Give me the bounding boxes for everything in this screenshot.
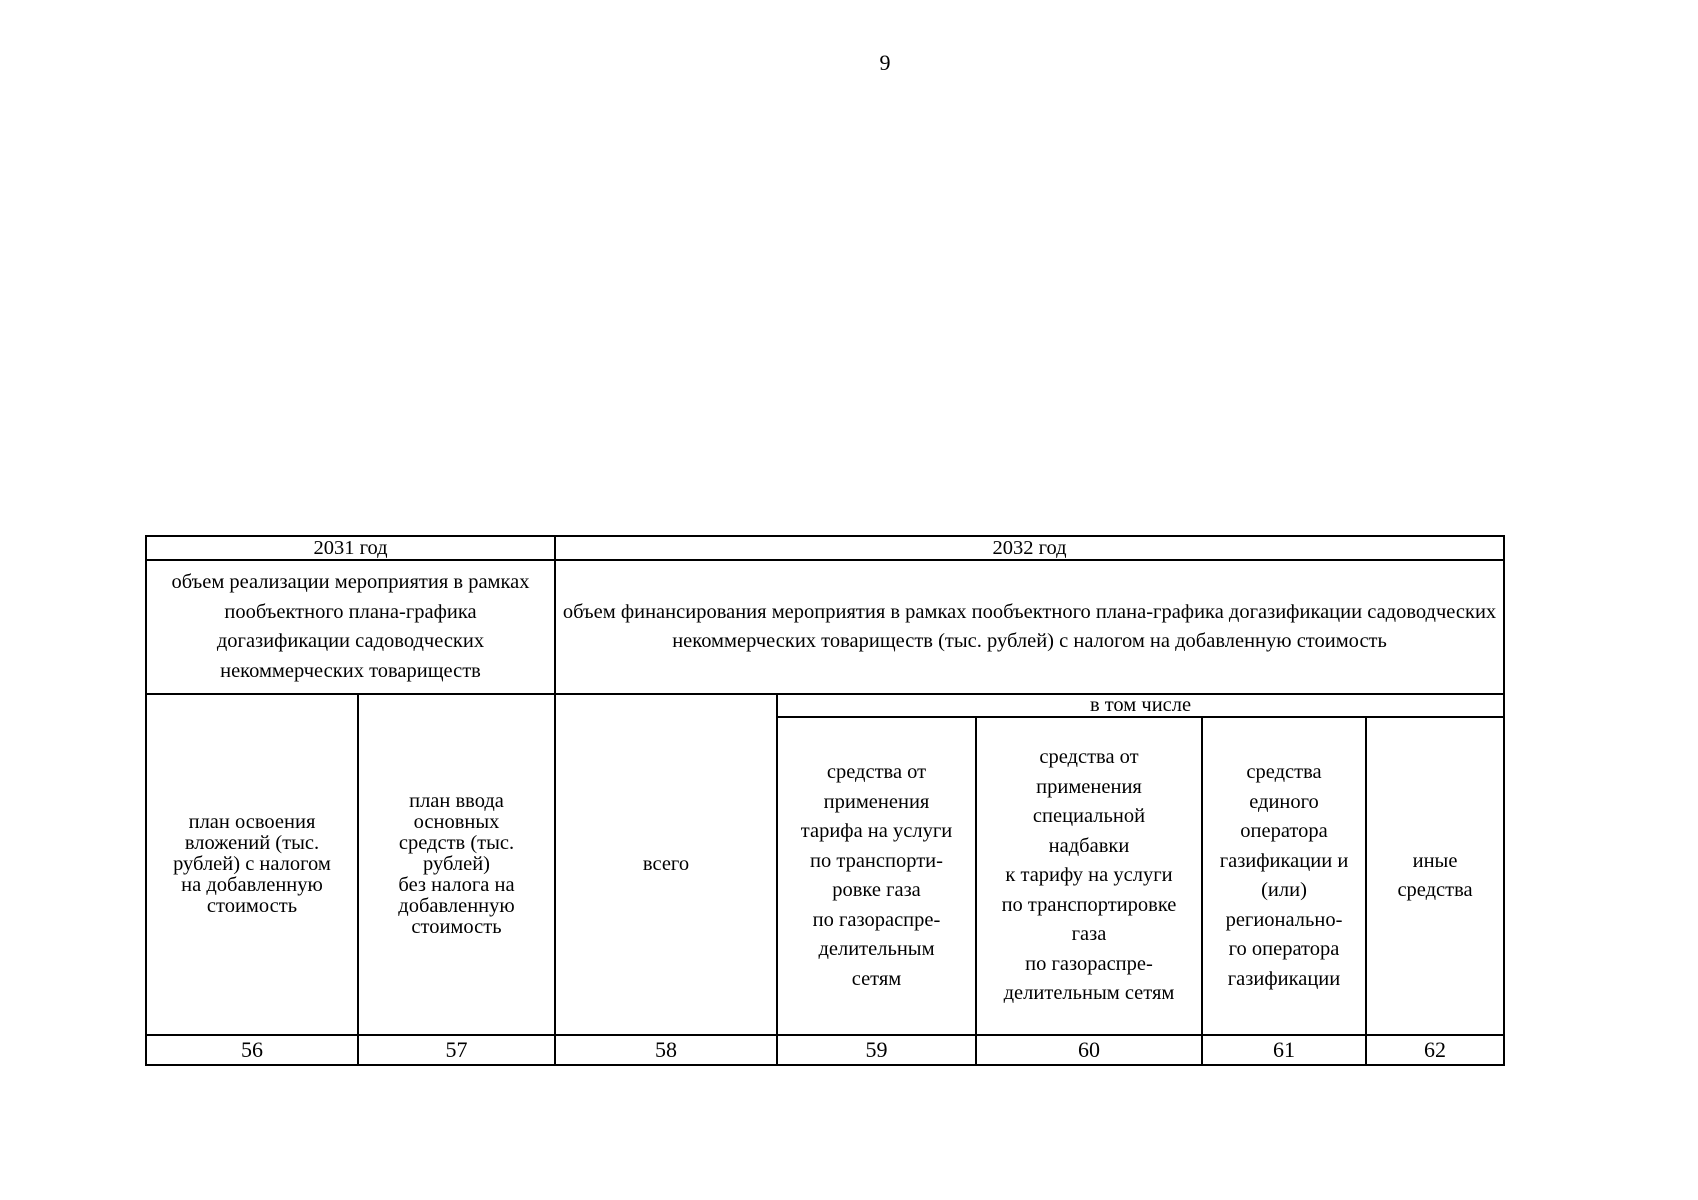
column-header-58: всего [555, 694, 777, 1035]
column-header-62: иные средства [1366, 717, 1504, 1035]
implementation-volume-header: объем реализации мероприятия в рамках пообъектного плана-графика догазификации садоводческих некоммерческих товариществ [146, 560, 555, 694]
column-number-56: 56 [146, 1035, 358, 1065]
column-number-row [146, 1035, 1504, 1065]
column-header-60: средства от применения специальной надбавки к тарифу на услуги по транспортировке газа по газораспре- делительным сетям [976, 717, 1202, 1035]
column-header-59: средства от применения тарифа на услуги по транспорти- ровке газа по газораспре- делительным сетям [777, 717, 976, 1035]
column-header-61: средства единого оператора газификации и (или) регионально- го оператора газификации [1202, 717, 1366, 1035]
including-row [146, 694, 1504, 717]
including-header: в том числе [777, 694, 1504, 717]
description-row [146, 560, 1504, 694]
column-header-57: план ввода основных средств (тыс. рублей) без налога на добавленную стоимость [358, 694, 555, 1035]
column-number-58: 58 [555, 1035, 777, 1065]
column-number-60: 60 [976, 1035, 1202, 1065]
year-2032-header: 2032 год [555, 536, 1504, 560]
financing-volume-text: объем финансирования мероприятия в рамках пообъектного плана-графика догазификации садоводческих некоммерческих товариществ (тыс. рублей) с налогом на добавленную стоимость [562, 600, 1497, 652]
year-2031-header: 2031 год [146, 536, 555, 560]
column-header-56: план освоения вложений (тыс. рублей) с налогом на добавленную стоимость [146, 694, 358, 1035]
column-number-62: 62 [1366, 1035, 1504, 1065]
financing-volume-header [555, 560, 1504, 694]
page-number: 9 [879, 50, 891, 75]
financing-table [145, 535, 1505, 1066]
year-header-row [146, 536, 1504, 560]
column-number-59: 59 [777, 1035, 976, 1065]
column-number-61: 61 [1202, 1035, 1366, 1065]
column-number-57: 57 [358, 1035, 555, 1065]
